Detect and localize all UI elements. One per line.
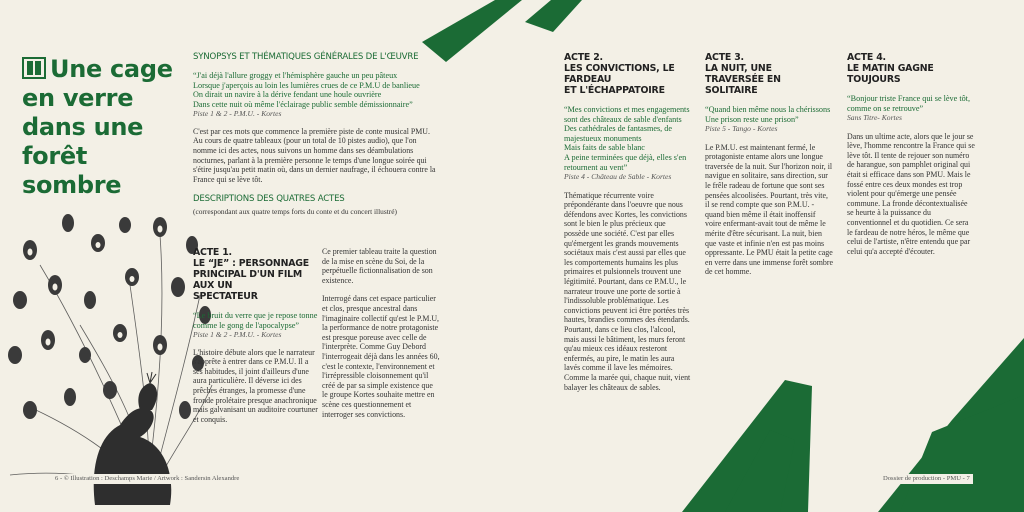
act3-heading-line: ACTE 3. [705, 52, 744, 63]
synopsis-body: C'est par ces mots que commence la première piste de conte musical PMU. Au cours de quatre tableaux (pour un total de 10 pistes audio), que l'on nomme ici des actes, nous suivons un homme dans ses déambulations nocturnes, parlant à la première personne le temps d'une longue soirée qui s'étire jusqu'au petit matin où, dans un dernier naufrage, il échouera contre la France qui se lève tôt. [193, 126, 436, 184]
act4-citation: Sans Titre- Kortes [847, 113, 902, 123]
act3-heading-line: LA NUIT, UNE TRAVERSÉE EN [705, 63, 781, 85]
act4-quote [847, 94, 975, 113]
act3-section [705, 52, 833, 277]
quote-line: retournent au vent” [564, 162, 628, 172]
brush-stroke-top-2 [525, 0, 582, 32]
quote-line: Des cathédrales de fantasmes, de [564, 124, 672, 134]
quote-line: sont des châteaux de sable d'enfants [564, 114, 682, 124]
act4-body: Dans un ultime acte, alors que le jour se lève, l'homme rencontre la France qui se lève tôt. Il tente de rejouer son numéro de harangue, son pamphlet original qui était si efficace dans son PMU. Mais le fossé entre ces deux mondes est trop violent pour qu'émerge une pensée commune. La fronde décontextualisée se heurte à la puissance du conventionnel et du quotidien. Ce sera le fardeau de notre héros, le même que celui de l'artiste, n'être entendu que par celui qu'a accepté d'écouter. [847, 131, 975, 256]
quote-line: majestueux monuments [564, 133, 642, 143]
act1-heading-line: LE “JE” : PERSONNAGE [193, 258, 309, 269]
act4-heading [847, 52, 975, 85]
act1-right-column [322, 247, 440, 419]
quote-line: “Le bruit du verre que je repose tonne [193, 311, 318, 320]
act3-citation: Piste 5 - Tango - Kortes [705, 124, 778, 134]
page-title [22, 55, 182, 200]
footer-right: Dossier de production - PMU - 7 [880, 474, 973, 484]
quote-line: “Bonjour triste France qui se lève tôt, [847, 94, 971, 103]
act1-citation: Piste 1 & 2 - P.M.U. - Kortes [193, 330, 282, 340]
act4-heading-line: LE MATIN GAGNE TOUJOURS [847, 63, 934, 85]
act1-heading-line: ACTE 1. [193, 247, 232, 258]
quote-line: “Mes convictions et mes engagements [564, 105, 690, 114]
synopsis-quote [193, 71, 437, 109]
synopsis-section [193, 52, 437, 217]
act2-body: Thématique récurrente voire prépondérante dans l'oeuvre que nous défendons avec Kortes, les convictions sont le bien le plus précieux que possède une société. C'est par elles qu'émergent les grands mouvements sociétaux mais c'est aussi par elles que les comportements humains les plus primaires et pulsionnels trouvent une légitimité. Pourtant, dans ce P.M.U., le narrateur trouve une porte de sortie à l'indissoluble problématique. Les convictions peuvent ici être portées très hautes, brandies commes des étendards. Pourtant, dans ce lieu clos, l'alcool, mais aussi le bâtiment, les murs feront qu'au mieux ces idéaux resteront enfermés, au pire, le matin les aura lavés comme il lave les mémoires. Comme la marée qui, chaque nuit, vient balayer les châteaux de sables. [564, 190, 691, 392]
act3-quote [705, 105, 833, 124]
act2-heading [564, 52, 692, 96]
title-bracket-icon [22, 57, 46, 79]
quote-line: comme le gong de l'apocalypse” [193, 320, 300, 330]
peacock-illustration [0, 205, 215, 505]
synopsis-heading: SYNOPSYS ET THÉMATIQUES GÉNÉRALES DE L'ŒUVRE [193, 52, 419, 62]
quote-line: Une prison reste une prison” [705, 114, 799, 124]
act3-heading-line: SOLITAIRE [705, 85, 758, 96]
synopsis-citation: Piste 1 & 2 - P.M.U. - Kortes [193, 109, 282, 119]
quote-line: “J'ai déjà l'allure groggy et l'hémisphère gauche un peu pâteux [193, 71, 398, 80]
quote-line: Dans cette nuit où même l'éclairage public semble démissionnaire” [193, 99, 413, 109]
act4-heading-line: ACTE 4. [847, 52, 886, 63]
act2-heading-line: ACTE 2. [564, 52, 603, 63]
quote-line: On dirait un navire à la dérive fendant une houle ouvrière [193, 90, 382, 100]
footer-left: 6 - © Illustration : Deschamps Marie / Artwork : Sandersin Alexandre [52, 474, 242, 484]
act1-heading-line: SPECTATEUR [193, 291, 258, 302]
act1-section [193, 247, 319, 424]
act2-quote [564, 105, 692, 172]
act1-body-left: L'histoire débute alors que le narrateur s'apprête à entrer dans ce P.M.U. Il a ses habitudes, il joint d'ailleurs d'une aura particulière. Il déverse ici des prêches étranges, la promesse d'une fronde prolétaire presque anachronique mais galvanisant un auditoire courtuner et conquis. [193, 347, 318, 424]
act4-section [847, 52, 975, 256]
brush-stroke-top-1 [422, 0, 522, 62]
act1-body-right-1: Ce premier tableau traite la question de la mise en scène du Soi, de la perpétuelle fictionnalisation de son existence. [322, 247, 437, 285]
act1-heading-line: PRINCIPAL D'UN FILM AUX UN [193, 269, 303, 291]
descriptions-subtitle: (correspondant aux quatre temps forts du conte et du concert illustré) [193, 207, 397, 217]
descriptions-heading: DESCRIPTIONS DES QUATRES ACTES [193, 194, 345, 205]
act2-section [564, 52, 692, 392]
act1-quote [193, 311, 319, 330]
quote-line: “Quand bien même nous la chérissons [705, 105, 831, 114]
act2-heading-line: LES CONVICTIONS, LE FARDEAU [564, 63, 675, 85]
quote-line: A peine terminées que déjà, elles s'en [564, 152, 687, 162]
act2-heading-line: ET L'ÉCHAPPATOIRE [564, 85, 665, 96]
quote-line: Mais faits de sable blanc [564, 143, 645, 153]
page-title-text: Une cage en verre dans une forêt sombre [22, 55, 173, 199]
act1-body-right-2: Interrogé dans cet espace particulier et clos, presque ancestral dans l'imaginaire collectif qu'est le P.M.U, la performance de notre protagoniste est presque poreuse avec celle de l'interprète. Comme Guy Debord l'interrogeait déjà dans les années 60, c'est le contexte, l'environnement et l'irrépressible cloisonnement qu'il créé de par sa simple existence que le groupe Kortes souhaite mettre en scène ces questionnement et interroger ses convictions. [322, 294, 440, 419]
act2-citation: Piste 4 - Château de Sable - Kortes [564, 172, 672, 182]
act3-body: Le P.M.U. est maintenant fermé, le protagoniste entame alors une longue traversée de la nuit. Sur l'horizon noir, il navigue en solitaire, sans direction, sur le frêle radeau de fortune que sont ses pensées alcoolisées. Pourtant, très vite, il se rend compte que son P.M.U. -quand bien même il était inoffensif voire enfermant-avait tout de même le mérite d'être sécurisant. La nuit, bien que vaste et infinie n'en est pas moins oppressante. Le PMU était la petite cage en verre dans une immense forêt sombre de cet homme. [705, 142, 833, 277]
act3-heading [705, 52, 833, 96]
quote-line: comme on se retrouve” [847, 103, 924, 113]
act1-heading [193, 247, 319, 302]
quote-line: Lorsque j'aperçois au loin les lumières crues de ce P.M.U de banlieue [193, 80, 420, 90]
